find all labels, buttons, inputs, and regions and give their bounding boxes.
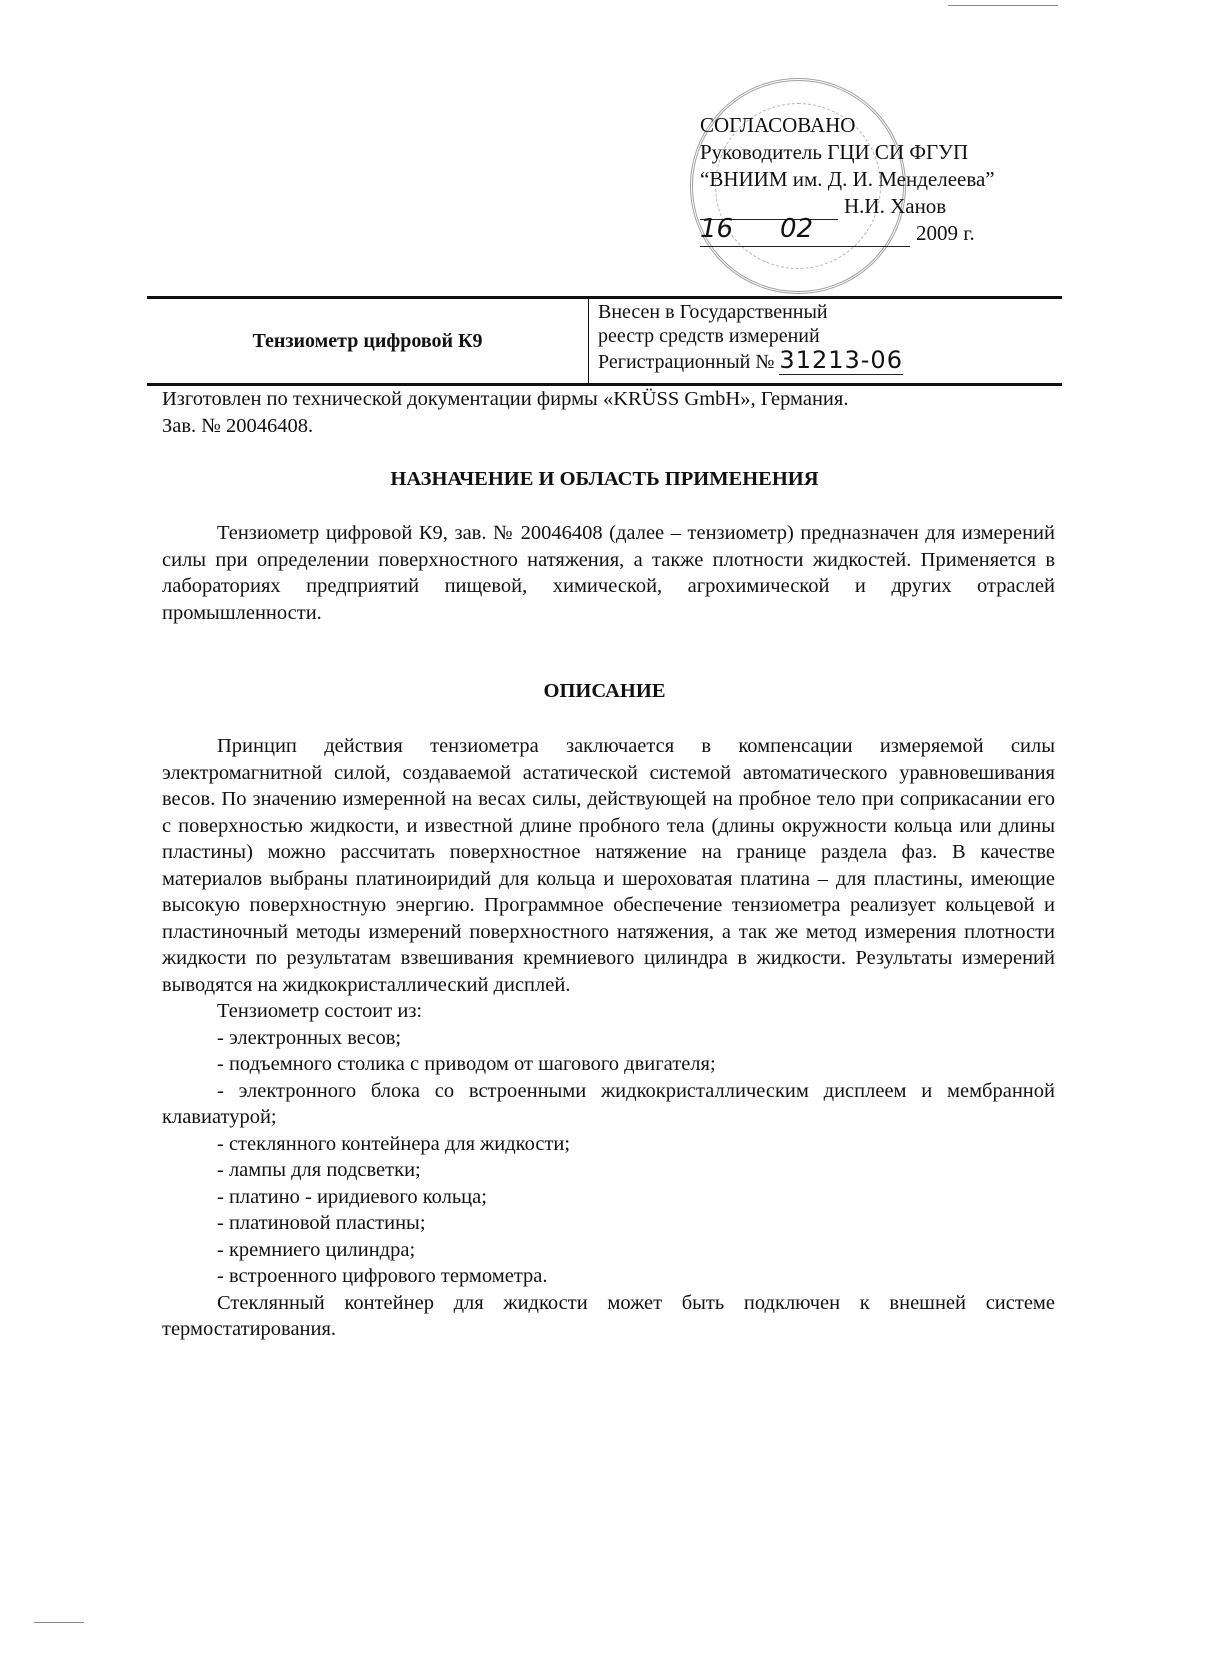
components-intro: Тензиометр состоит из: [217,1000,423,1022]
registry-line-3 [598,348,903,374]
section-heading-purpose: НАЗНАЧЕНИЕ И ОБЛАСТЬ ПРИМЕНЕНИЯ [390,468,819,490]
serial-number-line: Зав. № 20046408. [162,414,314,437]
header-divider [588,298,589,383]
component-item: - стеклянного контейнера для жидкости; [217,1132,571,1155]
scan-artifact-bottom-left [34,1622,84,1623]
handwritten-day: 16 [700,214,734,244]
approval-signer: Н.И. Ханов [844,194,947,218]
approval-date-row [700,214,1060,247]
approval-signer-row [700,193,1060,220]
component-item: - встроенного цифрового термометра. [217,1265,548,1287]
section-heading-description: ОПИСАНИЕ [543,680,666,702]
manufacturer-line: Изготовлен по технической документации фирмы «KRÜSS GmbH», Германия. [162,388,849,410]
manufacturer-block [162,386,1055,439]
purpose-paragraph: Тензиометр цифровой К9, зав. № 20046408 (далее – тензиометр) предназначен для измерений силы при определении поверхностного натяжения, а также плотности жидкостей. Применяется в лабораториях предприятий пищевой, химической, агрохимической и других отраслей промышленности. [162,522,1055,624]
description-paragraph: Принцип действия тензиометра заключается в компенсации измеряемой силы электромагнитной силой, создаваемой астатической системой автоматического уравновешивания весов. По значению измеренной на весах силы, действующей на пробное тело при соприкасании его с поверхностью жидкости, и известной длине пробного тела (длины окружности кольца или длины пластины) можно рассчитать поверхностное натяжение на границе раздела фаз. В качестве материалов выбраны платиноиридий для кольца и шероховатая платина – для пластины, имеющие высокую поверхностную энергию. Программное обеспечение тензиометра реализует кольцевой и пластиночный методы измерений поверхностного натяжения, а так же метод измерения плотности жидкости по результатам взвешивания кремниевого цилиндра в жидкости. Результаты измерений выводятся на жидкокристаллический дисплей. [162,735,1055,996]
component-item: - кремниего цилиндра; [217,1238,416,1261]
component-item: - лампы для подсветки; [217,1159,421,1181]
component-item: - электронного блока со встроенными жидкокристаллическим дисплеем и мембранной клавиатурой; [162,1079,1055,1128]
registry-label: Регистрационный № [598,351,775,373]
handwritten-month: 02 [780,214,814,244]
component-item: - электронных весов; [217,1026,402,1049]
registry-line-1: Внесен в Государственный [598,301,828,323]
approval-title: СОГЛАСОВАНО [700,113,856,137]
component-item: - платино - иридиевого кольца; [217,1185,487,1208]
registry-number: 31213-06 [779,346,903,374]
component-item: - подъемного столика с приводом от шагового двигателя; [217,1053,716,1075]
product-title: Тензиометр цифровой К9 [252,330,483,352]
approval-year: 2009 г. [916,221,975,245]
scan-artifact-top [948,5,1058,6]
component-item: - платиновой пластины; [217,1212,426,1234]
header-top-rule [147,296,1062,299]
approval-block [700,112,1060,247]
registry-line-2: реестр средств измерений [598,325,820,347]
closing-paragraph: Стеклянный контейнер для жидкости может быть подключен к внешней системе термостатирования. [162,1291,1055,1340]
approval-line-2: “ВНИИМ им. Д. И. Менделеева” [700,167,995,191]
date-line [700,214,910,247]
description-body [162,733,1055,1343]
approval-line-1: Руководитель ГЦИ СИ ФГУП [700,140,969,164]
registry-block [598,300,903,374]
